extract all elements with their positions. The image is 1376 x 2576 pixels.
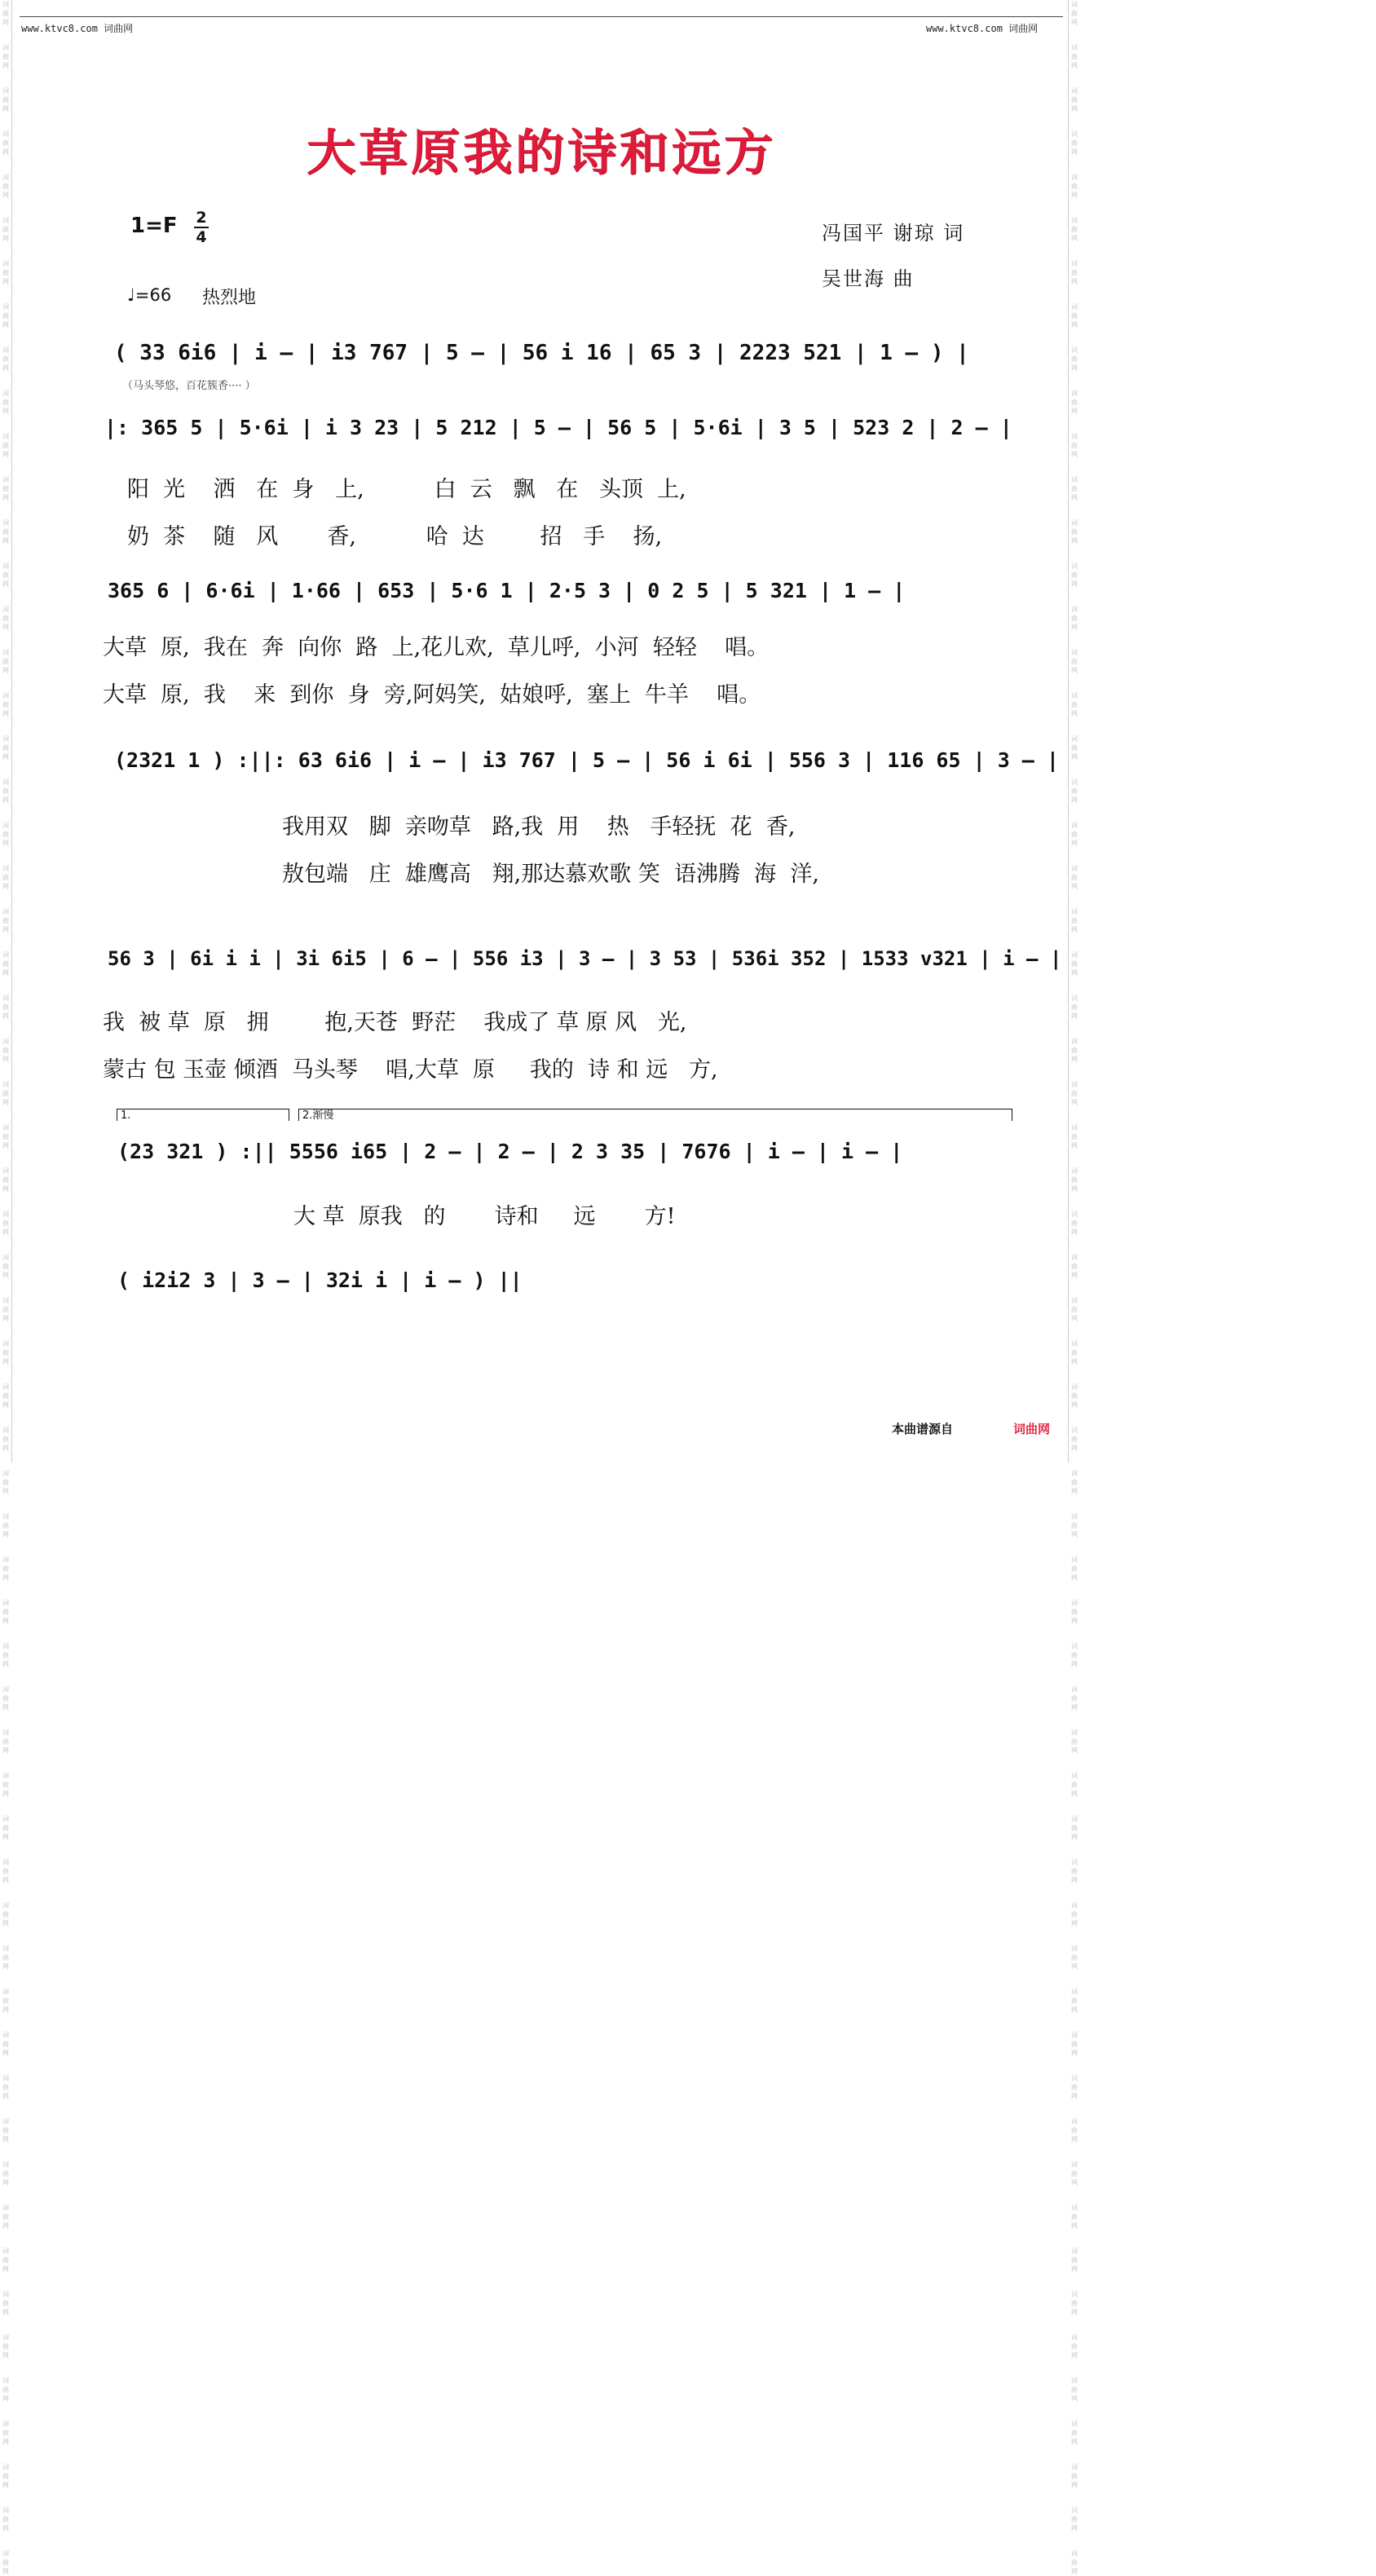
watermark-glyphs: 词 曲 网 (2, 130, 9, 156)
intro-remark: （马头琴悠，百花簇香···· ） (122, 380, 256, 392)
watermark-glyphs: 词 曲 网 (2, 2334, 9, 2359)
watermark-glyphs: 词 曲 网 (1071, 433, 1078, 458)
watermark-glyphs: 词 曲 网 (2, 1383, 9, 1409)
watermark-glyphs: 词 曲 网 (1071, 2075, 1078, 2100)
lyrics-line-2-verse-1: 阳 光 洒 在 身 上, 白 云 飘 在 头顶 上, (127, 477, 686, 502)
watermark-glyphs: 词 曲 网 (1071, 174, 1078, 199)
watermark-glyphs: 词 曲 网 (1071, 1513, 1078, 1538)
meter-top: 2 (196, 209, 207, 227)
watermark-glyphs: 词 曲 网 (1071, 1211, 1078, 1236)
lyrics-line-4-verse-1: 我用双 脚 亲吻草 路,我 用 热 手轻抚 花 香, (282, 814, 796, 840)
watermark-glyphs: 词 曲 网 (1071, 735, 1078, 761)
watermark-glyphs: 词 曲 网 (2, 1254, 9, 1279)
lyrics-line-2-verse-2: 奶 茶 随 风 香, 哈 达 招 手 扬, (127, 524, 663, 549)
watermark-glyphs: 词 曲 网 (2, 346, 9, 372)
score-line-7: ( i2i2 3 | 3 – | 32i i | i – ) || (117, 1268, 523, 1292)
lyrics-line-3-verse-2: 大草 原, 我 来 到你 身 旁,阿妈笑, 姑娘呼, 塞上 牛羊 唱。 (103, 682, 761, 708)
composer-credit: 吴世海 曲 (822, 267, 915, 290)
watermark-glyphs: 词 曲 网 (2, 822, 9, 847)
meter-bottom: 4 (196, 228, 207, 246)
score-line-3: 365 6 | 6·6i | 1·66 | 653 | 5·6 1 | 2·5 3 | 0 2 5 | 5 321 | 1 – | (108, 579, 906, 602)
watermark-glyphs: 词 曲 网 (2, 1513, 9, 1538)
watermark-glyphs: 词 曲 网 (1071, 951, 1078, 977)
header-rule (20, 16, 1063, 17)
watermark-glyphs: 词 曲 网 (1071, 1427, 1078, 1452)
watermark-glyphs: 词 曲 网 (2, 303, 9, 329)
watermark-glyphs: 词 曲 网 (2, 476, 9, 501)
lyricist-credit: 冯国平 谢琼 词 (822, 222, 965, 245)
watermark-glyphs: 词 曲 网 (1071, 995, 1078, 1020)
watermark-glyphs: 词 曲 网 (2, 995, 9, 1020)
watermark-glyphs: 词 曲 网 (2, 1556, 9, 1581)
watermark-glyphs: 词 曲 网 (2, 390, 9, 415)
watermark-glyphs: 词 曲 网 (2, 87, 9, 112)
watermark-glyphs: 词 曲 网 (1071, 1038, 1078, 1063)
watermark-glyphs: 词 曲 网 (2, 1599, 9, 1625)
lyrics-line-5-verse-2: 蒙古 包 玉壶 倾酒 马头琴 唱,大草 原 我的 诗 和 远 方, (103, 1057, 718, 1083)
watermark-glyphs: 词 曲 网 (2, 2075, 9, 2100)
expression-marking: 热烈地 (202, 288, 257, 308)
watermark-glyphs: 词 曲 网 (2, 1729, 9, 1754)
song-title: 大草原我的诗和远方 (307, 125, 776, 182)
score-line-5: 56 3 | 6i i i | 3i 6i5 | 6 – | 556 i3 | 3 – | 3 53 | 536i 352 | 1533 v321 | i – | (108, 947, 1062, 970)
watermark-glyphs: 词 曲 网 (2, 1340, 9, 1365)
watermark-glyphs: 词 曲 网 (1071, 519, 1078, 545)
watermark-glyphs: 词 曲 网 (2, 519, 9, 545)
watermark-glyphs: 词 曲 网 (2, 649, 9, 674)
watermark-glyphs: 词 曲 网 (1071, 2334, 1078, 2359)
watermark-glyphs: 词 曲 网 (2, 174, 9, 199)
score-line-4: (2321 1 ) :||: 63 6i6 | i – | i3 767 | 5 – | 56 i 6i | 556 3 | 116 65 | 3 – | (114, 748, 1059, 772)
watermark-glyphs: 词 曲 网 (2, 1815, 9, 1841)
watermark-glyphs: 词 曲 网 (2, 1643, 9, 1668)
score-line-6: (23 321 ) :|| 5556 i65 | 2 – | 2 – | 2 3 35 | 7676 | i – | i – | (117, 1140, 903, 1163)
watermark-glyphs: 词 曲 网 (1071, 2507, 1078, 2532)
watermark-glyphs: 词 曲 网 (2, 865, 9, 890)
watermark-glyphs: 词 曲 网 (1071, 1, 1078, 26)
footer-brand[interactable]: 词曲网 (1013, 1422, 1051, 1436)
watermark-glyphs: 词 曲 网 (1071, 87, 1078, 112)
watermark-glyphs: 词 曲 网 (1071, 2247, 1078, 2273)
watermark-glyphs: 词 曲 网 (2, 2507, 9, 2532)
second-ending-bracket: 2.渐慢 (298, 1109, 1012, 1121)
watermark-glyphs: 词 曲 网 (2, 44, 9, 69)
first-ending-bracket: 1. (117, 1109, 289, 1121)
watermark-glyphs: 词 曲 网 (2, 1686, 9, 1711)
watermark-glyphs: 词 曲 网 (1071, 692, 1078, 717)
watermark-glyphs: 词 曲 网 (1071, 2377, 1078, 2402)
watermark-glyphs: 词 曲 网 (1071, 1815, 1078, 1841)
watermark-glyphs: 词 曲 网 (1071, 822, 1078, 847)
lyrics-line-5-verse-1: 我 被 草 原 拥 抱,天苍 野茫 我成了 草 原 风 光, (103, 1010, 687, 1035)
watermark-glyphs: 词 曲 网 (1071, 2031, 1078, 2057)
watermark-glyphs: 词 曲 网 (2, 1081, 9, 1106)
score-line-2: |: 365 5 | 5·6i | i 3 23 | 5 212 | 5 – | 56 5 | 5·6i | 3 5 | 523 2 | 2 – | (104, 416, 1012, 439)
watermark-glyphs: 词 曲 网 (2, 2464, 9, 2489)
watermark-glyphs: 词 曲 网 (1071, 2550, 1078, 2575)
watermark-glyphs: 词 曲 网 (1071, 44, 1078, 69)
watermark-glyphs: 词 曲 网 (2, 562, 9, 588)
watermark-glyphs: 词 曲 网 (1071, 1945, 1078, 1970)
watermark-glyphs: 词 曲 网 (1071, 2118, 1078, 2143)
left-watermark-strip (0, 0, 12, 2575)
watermark-glyphs: 词 曲 网 (2, 2291, 9, 2316)
watermark-glyphs: 词 曲 网 (2, 606, 9, 631)
footer-source-note: 本曲谱源自 (892, 1422, 954, 1436)
watermark-glyphs: 词 曲 网 (1071, 260, 1078, 285)
watermark-glyphs: 词 曲 网 (2, 1988, 9, 2014)
watermark-glyphs: 词 曲 网 (2, 2204, 9, 2230)
watermark-glyphs: 词 曲 网 (1071, 2204, 1078, 2230)
watermark-glyphs: 词 曲 网 (2, 1902, 9, 1927)
watermark-glyphs: 词 曲 网 (1071, 1167, 1078, 1193)
watermark-glyphs: 词 曲 网 (2, 735, 9, 761)
time-signature (192, 209, 210, 246)
watermark-glyphs: 词 曲 网 (2, 2031, 9, 2057)
watermark-glyphs: 词 曲 网 (1071, 1470, 1078, 1495)
watermark-glyphs: 词 曲 网 (2, 1945, 9, 1970)
watermark-glyphs: 词 曲 网 (2, 1470, 9, 1495)
watermark-glyphs: 词 曲 网 (1071, 390, 1078, 415)
watermark-glyphs: 词 曲 网 (1071, 606, 1078, 631)
watermark-glyphs: 词 曲 网 (1071, 1686, 1078, 1711)
watermark-glyphs: 词 曲 网 (1071, 649, 1078, 674)
watermark-glyphs: 词 曲 网 (2, 1297, 9, 1322)
watermark-glyphs: 词 曲 网 (1071, 1081, 1078, 1106)
watermark-glyphs: 词 曲 网 (2, 2377, 9, 2402)
watermark-glyphs: 词 曲 网 (1071, 2291, 1078, 2316)
watermark-glyphs: 词 曲 网 (1071, 1297, 1078, 1322)
watermark-glyphs: 词 曲 网 (1071, 1643, 1078, 1668)
watermark-glyphs: 词 曲 网 (1071, 1599, 1078, 1625)
watermark-glyphs: 词 曲 网 (2, 908, 9, 933)
watermark-glyphs: 词 曲 网 (2, 951, 9, 977)
watermark-glyphs: 词 曲 网 (2, 779, 9, 804)
watermark-glyphs: 词 曲 网 (2, 1211, 9, 1236)
watermark-glyphs: 词 曲 网 (2, 1772, 9, 1797)
watermark-glyphs: 词 曲 网 (1071, 130, 1078, 156)
watermark-glyphs: 词 曲 网 (2, 2420, 9, 2446)
watermark-glyphs: 词 曲 网 (2, 1038, 9, 1063)
lyrics-line-3-verse-1: 大草 原, 我在 奔 向你 路 上,花儿欢, 草儿呼, 小河 轻轻 唱。 (103, 635, 770, 660)
lyrics-line-6: 大 草 原我 的 诗和 远 方! (293, 1204, 676, 1229)
key-signature: 1=F (130, 214, 178, 238)
watermark-glyphs: 词 曲 网 (1071, 562, 1078, 588)
watermark-glyphs: 词 曲 网 (2, 260, 9, 285)
watermark-glyphs: 词 曲 网 (1071, 1902, 1078, 1927)
watermark-glyphs: 词 曲 网 (2, 1124, 9, 1149)
watermark-glyphs: 词 曲 网 (2, 433, 9, 458)
watermark-glyphs: 词 曲 网 (2, 1427, 9, 1452)
watermark-glyphs: 词 曲 网 (1071, 865, 1078, 890)
watermark-glyphs: 词 曲 网 (1071, 303, 1078, 329)
watermark-glyphs: 词 曲 网 (1071, 1772, 1078, 1797)
watermark-glyphs: 词 曲 网 (1071, 1254, 1078, 1279)
watermark-glyphs: 词 曲 网 (1071, 2464, 1078, 2489)
tempo-marking: ♩=66 (127, 285, 172, 305)
watermark-glyphs: 词 曲 网 (2, 2247, 9, 2273)
watermark-glyphs: 词 曲 网 (1071, 1859, 1078, 1884)
watermark-glyphs: 词 曲 网 (1071, 1383, 1078, 1409)
watermark-glyphs: 词 曲 网 (2, 2161, 9, 2186)
watermark-glyphs: 词 曲 网 (2, 1, 9, 26)
watermark-glyphs: 词 曲 网 (1071, 908, 1078, 933)
watermark-glyphs: 词 曲 网 (1071, 1340, 1078, 1365)
site-tag-left: www.ktvc8.com 词曲网 (21, 23, 134, 34)
watermark-glyphs: 词 曲 网 (1071, 779, 1078, 804)
site-tag-right: www.ktvc8.com 词曲网 (926, 23, 1039, 34)
watermark-glyphs: 词 曲 网 (2, 1167, 9, 1193)
watermark-glyphs: 词 曲 网 (1071, 1729, 1078, 1754)
watermark-glyphs: 词 曲 网 (2, 1859, 9, 1884)
watermark-glyphs: 词 曲 网 (2, 692, 9, 717)
watermark-glyphs: 词 曲 网 (1071, 476, 1078, 501)
score-line-1: ( 33 6i6 | i – | i3 767 | 5 – | 56 i 16 | 65 3 | 2223 521 | 1 – ) | (114, 341, 969, 365)
watermark-glyphs: 词 曲 网 (2, 2550, 9, 2575)
watermark-glyphs: 词 曲 网 (2, 217, 9, 242)
lyrics-line-4-verse-2: 敖包端 庄 雄鹰高 翔,那达慕欢歌 笑 语沸腾 海 洋, (282, 862, 819, 887)
watermark-glyphs: 词 曲 网 (1071, 217, 1078, 242)
watermark-glyphs: 词 曲 网 (1071, 2161, 1078, 2186)
watermark-glyphs: 词 曲 网 (1071, 2420, 1078, 2446)
right-watermark-strip (1068, 0, 1080, 2575)
watermark-glyphs: 词 曲 网 (2, 2118, 9, 2143)
watermark-glyphs: 词 曲 网 (1071, 1556, 1078, 1581)
watermark-glyphs: 词 曲 网 (1071, 1988, 1078, 2014)
watermark-glyphs: 词 曲 网 (1071, 346, 1078, 372)
watermark-glyphs: 词 曲 网 (1071, 1124, 1078, 1149)
